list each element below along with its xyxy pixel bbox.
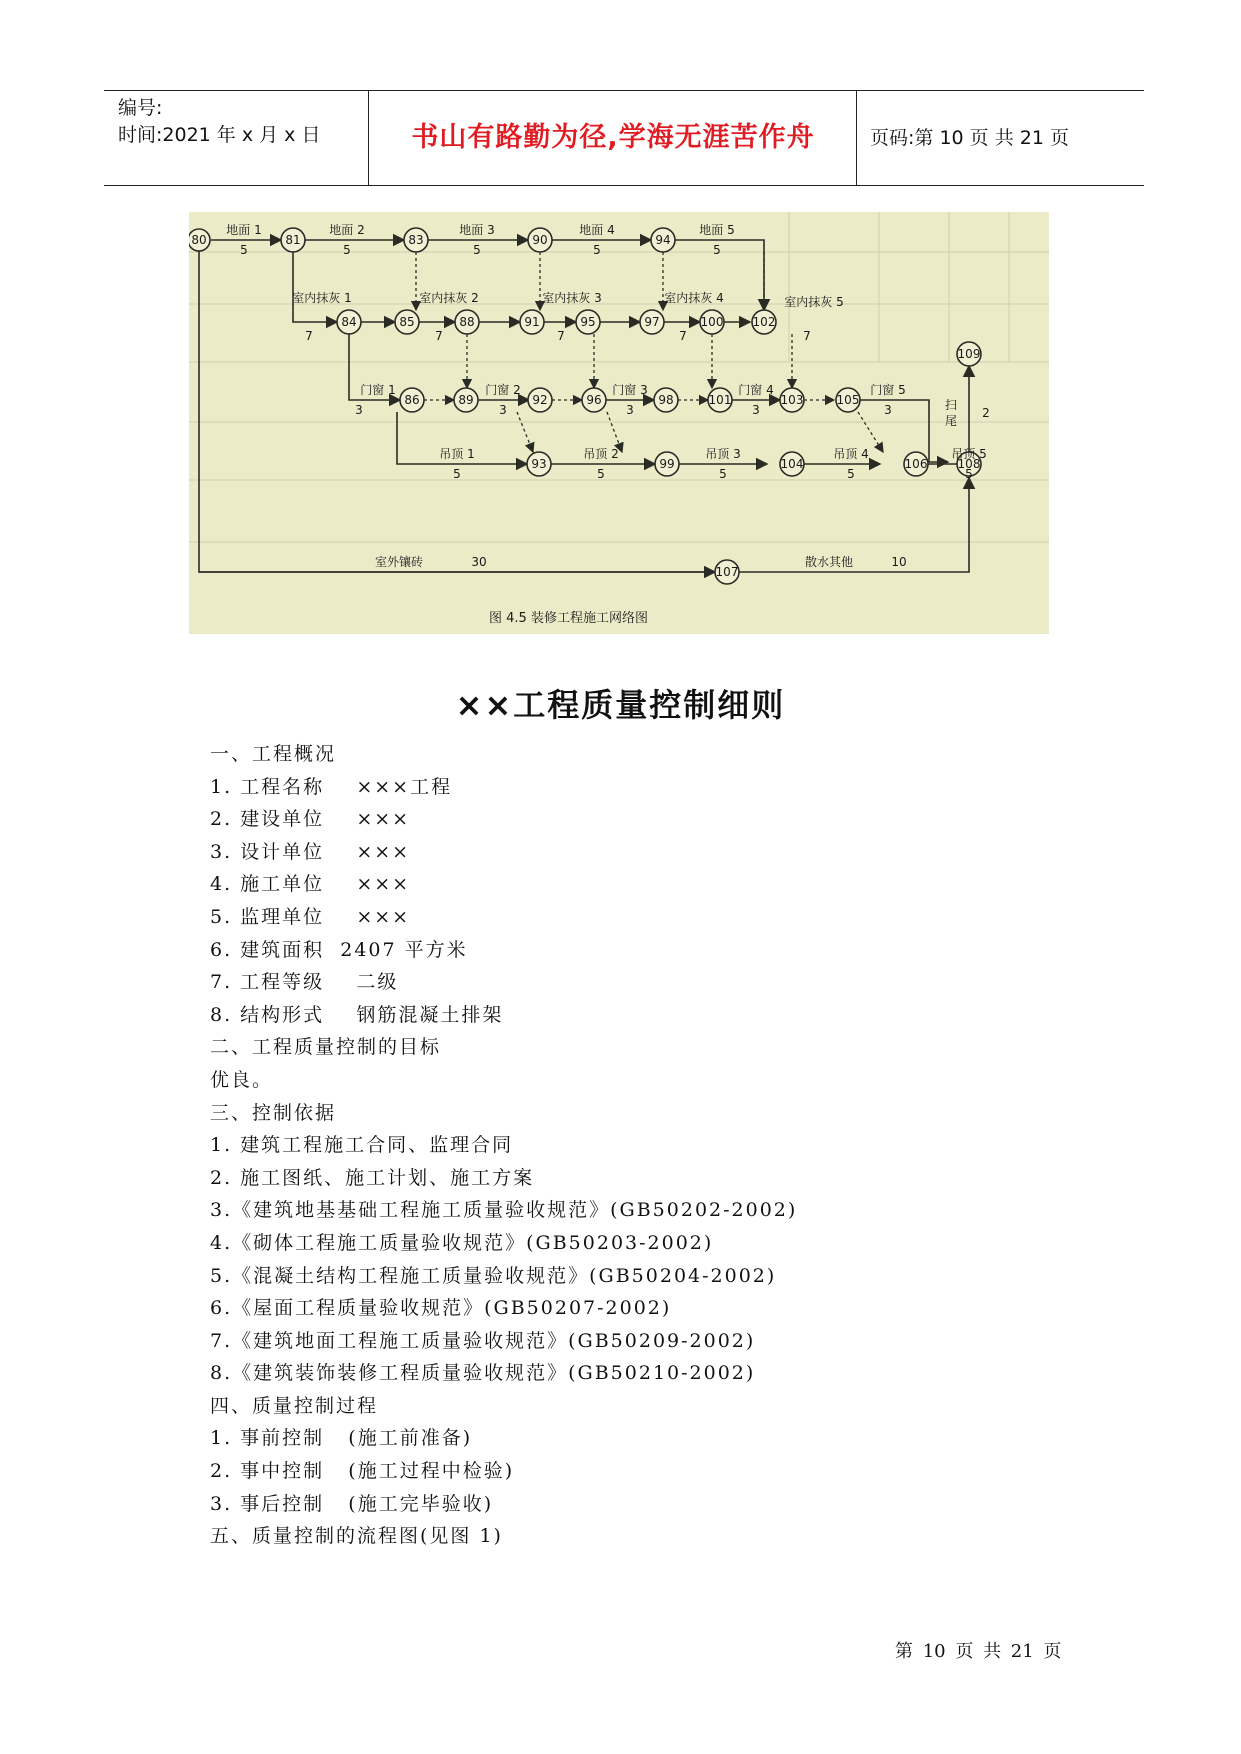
node-104 [780,452,804,476]
node-88 [455,310,479,334]
label-m2: 门窗 2 [485,383,521,397]
node-83 [404,228,428,252]
svg-text:3: 3 [355,403,363,417]
svg-text:85: 85 [399,315,415,329]
node-106 [904,452,928,476]
label-t5: 吊顶 5 [951,447,987,461]
node-99 [655,452,679,476]
label-m3: 门窗 3 [612,383,648,397]
node-101 [708,388,732,412]
svg-text:98: 98 [658,393,674,407]
svg-text:80: 80 [191,233,207,247]
label-s4: 室内抹灰 4 [664,291,724,305]
node-85 [395,310,419,334]
svg-text:96: 96 [586,393,602,407]
node-92 [528,388,552,412]
label-s1: 室内抹灰 1 [292,291,352,305]
label-t2: 吊顶 2 [583,447,619,461]
header-page-label: 页码:第 10 页 共 21 页 [870,127,1069,149]
svg-text:91: 91 [524,315,540,329]
body-line: 五、质量控制的流程图(见图 1) [210,1525,503,1548]
body-line: 1. 工程名称 ×××工程 [210,775,453,798]
svg-text:109: 109 [957,347,981,361]
body-line: 二、工程质量控制的目标 [210,1036,442,1059]
svg-text:86: 86 [404,393,420,407]
number-label: 编号: [118,97,163,119]
svg-text:2: 2 [982,406,990,420]
svg-text:106: 106 [904,457,928,471]
body-line: 5.《混凝土结构工程施工质量验收规范》(GB50204-2002) [210,1264,777,1287]
svg-text:7: 7 [435,329,443,343]
body-line: 8. 结构形式 钢筋混凝土排架 [210,1003,504,1026]
node-100 [700,310,724,334]
svg-text:92: 92 [532,393,548,407]
label-outdoor-tile: 室外镶砖 [374,555,424,569]
label-sw-b: 尾 [944,414,958,428]
svg-text:7: 7 [679,329,687,343]
svg-text:3: 3 [499,403,507,417]
body-line: 6. 建筑面积 2407 平方米 [210,938,468,961]
node-89 [454,388,478,412]
svg-text:101: 101 [708,393,732,407]
svg-text:102: 102 [752,315,776,329]
label-m1: 门窗 1 [360,383,396,397]
svg-text:107: 107 [715,565,739,579]
background-grid [189,212,1049,542]
label-t1: 吊顶 1 [439,447,475,461]
body-line: 1. 事前控制 (施工前准备) [210,1427,473,1450]
label-d1: 地面 1 [226,223,262,237]
node-90 [528,228,552,252]
body-line: 优良。 [210,1068,274,1091]
node-80 [189,229,210,251]
body-line: 4. 施工单位 ××× [210,873,411,896]
label-s5: 室内抹灰 5 [784,295,844,309]
body-line: 1. 建筑工程施工合同、监理合同 [210,1134,514,1157]
svg-text:5: 5 [965,467,973,481]
node-98 [654,388,678,412]
body-line: 2. 建设单位 ××× [210,808,411,831]
document-body [210,738,1110,1553]
svg-text:81: 81 [285,233,301,247]
body-line: 3. 事后控制 (施工完毕验收) [210,1492,494,1515]
node-96 [582,388,606,412]
svg-text:5: 5 [593,243,601,257]
svg-text:5: 5 [473,243,481,257]
svg-text:108: 108 [957,457,981,471]
svg-text:83: 83 [408,233,424,247]
body-line: 3.《建筑地基基础工程施工质量验收规范》(GB50202-2002) [210,1199,798,1222]
body-line: 2. 事中控制 (施工过程中检验) [210,1460,515,1483]
node-81 [281,228,305,252]
svg-text:95: 95 [580,315,596,329]
svg-text:84: 84 [341,315,357,329]
svg-text:5: 5 [713,243,721,257]
time-label: 时间:2021 年 x 月 x 日 [118,124,321,146]
label-d3: 地面 3 [459,223,495,237]
network-diagram-figure [189,212,1049,634]
svg-text:5: 5 [719,467,727,481]
node-109 [957,342,981,366]
node-94 [651,228,675,252]
document-title: ××工程质量控制细则 [455,686,786,724]
svg-text:90: 90 [532,233,548,247]
svg-text:5: 5 [343,243,351,257]
label-d2: 地面 2 [329,223,365,237]
label-s3: 室内抹灰 3 [542,291,602,305]
body-line: 7. 工程等级 二级 [210,971,399,994]
svg-text:7: 7 [557,329,565,343]
figure-caption: 图 4.5 装修工程施工网络图 [489,611,648,626]
node-105 [836,388,860,412]
header-divider [856,91,857,185]
svg-text:94: 94 [655,233,671,247]
header-motto: 书山有路勤为径,学海无涯苦作舟 [411,122,815,153]
node-95 [576,310,600,334]
svg-text:10: 10 [891,555,907,569]
svg-text:105: 105 [836,393,860,407]
body-line: 8.《建筑装饰装修工程质量验收规范》(GB50210-2002) [210,1362,756,1385]
body-line: 一、工程概况 [210,743,337,765]
label-m4: 门窗 4 [738,383,774,397]
label-d5: 地面 5 [699,223,735,237]
page-footer: 第 10 页 共 21 页 [895,1641,1062,1662]
label-drainage: 散水其他 [804,555,854,569]
body-line: 四、质量控制过程 [210,1394,379,1417]
svg-text:5: 5 [597,467,605,481]
label-t3: 吊顶 3 [705,447,741,461]
svg-text:7: 7 [803,329,811,343]
body-line: 7.《建筑地面工程施工质量验收规范》(GB50209-2002) [210,1329,756,1352]
node-107 [715,560,739,584]
svg-text:3: 3 [626,403,634,417]
label-m5: 门窗 5 [870,383,906,397]
body-line: 4.《砌体工程施工质量验收规范》(GB50203-2002) [210,1231,714,1254]
body-line: 6.《屋面工程质量验收规范》(GB50207-2002) [210,1297,672,1320]
activity-labels [226,222,990,569]
label-sw-a: 扫 [944,398,958,412]
node-86 [400,388,424,412]
svg-text:100: 100 [700,315,724,329]
node-93 [527,452,551,476]
svg-text:5: 5 [453,467,461,481]
svg-text:99: 99 [659,457,675,471]
node-97 [640,310,664,334]
node-103 [780,388,804,412]
body-line: 2. 施工图纸、施工计划、施工方案 [210,1166,535,1189]
svg-text:97: 97 [644,315,660,329]
page-header [104,90,1144,186]
label-d4: 地面 4 [579,223,615,237]
node-102 [752,310,776,334]
node-91 [520,310,544,334]
svg-text:104: 104 [780,457,804,471]
svg-text:89: 89 [458,393,474,407]
svg-text:30: 30 [471,555,487,569]
svg-text:3: 3 [884,403,892,417]
header-divider [368,91,369,185]
svg-text:103: 103 [780,393,804,407]
label-t4: 吊顶 4 [833,447,869,461]
svg-text:3: 3 [752,403,760,417]
svg-text:88: 88 [459,315,475,329]
svg-text:5: 5 [240,243,248,257]
node-84 [337,310,361,334]
svg-text:7: 7 [305,329,313,343]
svg-text:5: 5 [847,467,855,481]
header-info-cell [118,91,368,185]
label-s2: 室内抹灰 2 [419,291,479,305]
body-line: 三、控制依据 [210,1101,337,1124]
body-line: 3. 设计单位 ××× [210,840,411,863]
nodes [189,228,981,584]
body-line: 5. 监理单位 ××× [210,905,411,928]
svg-text:93: 93 [531,457,547,471]
